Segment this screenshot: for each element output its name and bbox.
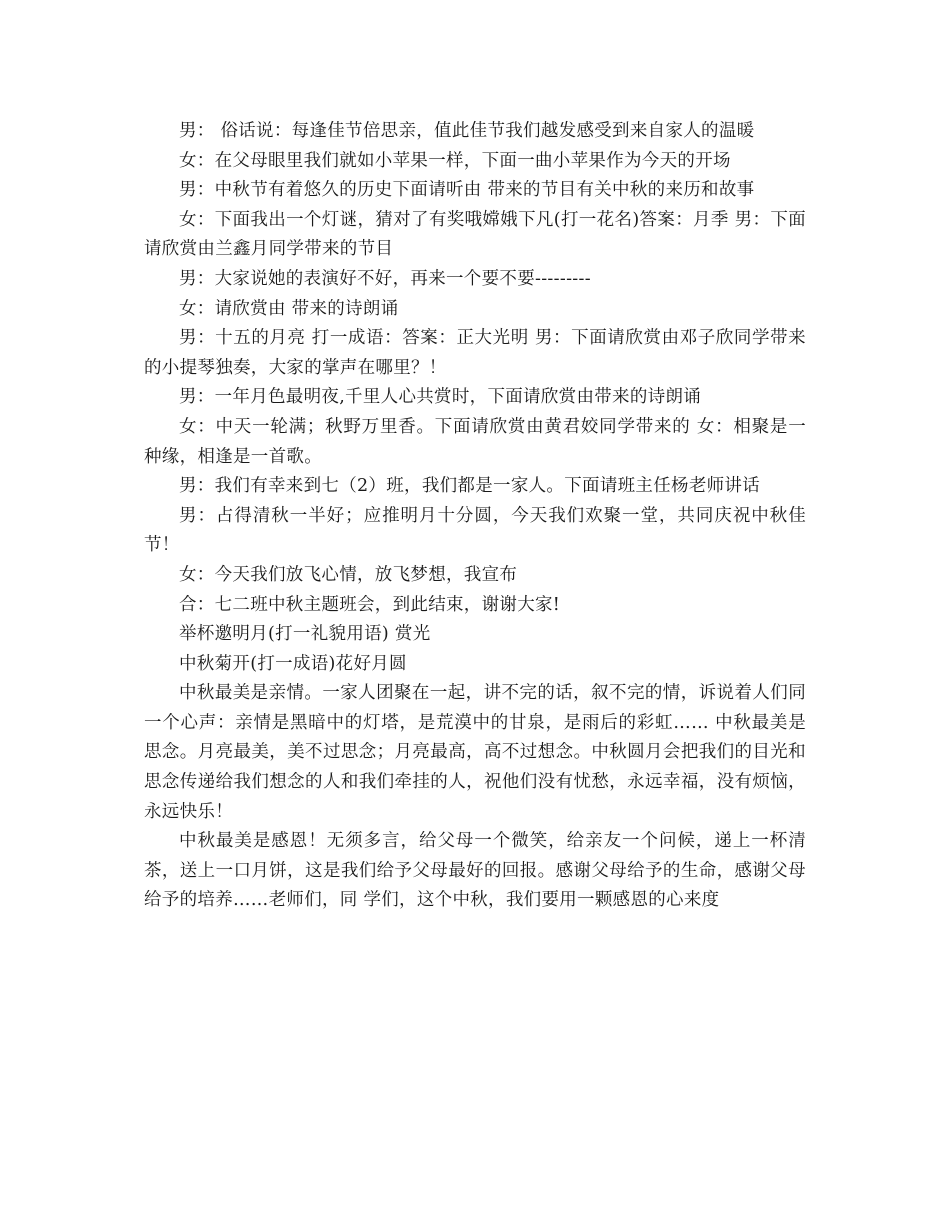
- paragraph: 女：今天我们放飞心情，放飞梦想，我宣布: [179, 564, 518, 585]
- paragraph: 女：在父母眼里我们就如小苹果一样，下面一曲小苹果作为今天的开场: [179, 150, 731, 171]
- paragraph: 合：七二班中秋主题班会，到此结束，谢谢大家!: [179, 594, 561, 615]
- paragraph: 中秋菊开(打一成语)花好月圆: [179, 653, 407, 674]
- paragraph: 女：请欣赏由 带来的诗朗诵: [179, 298, 399, 319]
- paragraph: 中秋最美是感恩！无须多言，给父母一个微笑，给亲友一个问候，递上一杯清茶，送上一口月饼，这是我们给予父母最好的回报。感谢父母给予的生命，感谢父母给予的培养……老师们，同 学们，这个中秋，我们要用一颗感恩的心来度: [144, 831, 806, 911]
- paragraph: 中秋最美是亲情。一家人团聚在一起，讲不完的话，叙不完的情，诉说着人们同一个心声：亲情是黑暗中的灯塔，是荒漠中的甘泉，是雨后的彩虹…… 中秋最美是思念。月亮最美，美不过思念；月亮最高，高不过想念。中秋圆月会把我们的目光和思念传递给我们想念的人和我们牵挂的人，祝他们没有忧愁，永远幸福，没有烦恼，永远快乐！: [144, 683, 806, 822]
- paragraph: 男：大家说她的表演好不好，再来一个要不要---------: [179, 268, 591, 289]
- paragraph: 女：中天一轮满；秋野万里香。下面请欣赏由黄君姣同学带来的 女：相聚是一种缘，相逢是一首歌。: [144, 416, 806, 467]
- document-body: [144, 117, 806, 916]
- paragraph: 男： 俗话说：每逢佳节倍思亲，值此佳节我们越发感受到来自家人的温暖: [179, 121, 755, 141]
- paragraph: 男：中秋节有着悠久的历史下面请听由 带来的节目有关中秋的来历和故事: [179, 180, 755, 201]
- paragraph: 举杯邀明月(打一礼貌用语) 赏光: [179, 624, 431, 645]
- paragraph: 男：十五的月亮 打一成语：答案：正大光明 男：下面请欣赏由邓子欣同学带来的小提琴独奏，大家的掌声在哪里？！: [144, 328, 806, 378]
- paragraph: 男：占得清秋一半好；应推明月十分圆，今天我们欢聚一堂，共同庆祝中秋佳节！: [144, 505, 806, 556]
- paragraph: 男：我们有幸来到七（2）班，我们都是一家人。下面请班主任杨老师讲话: [179, 476, 761, 497]
- paragraph: 女：下面我出一个灯谜，猜对了有奖哦嫦娥下凡(打一花名)答案：月季 男：下面请欣赏由兰鑫月同学带来的节目: [144, 209, 806, 260]
- paragraph: 男：一年月色最明夜,千里人心共赏时，下面请欣赏由带来的诗朗诵: [179, 387, 702, 408]
